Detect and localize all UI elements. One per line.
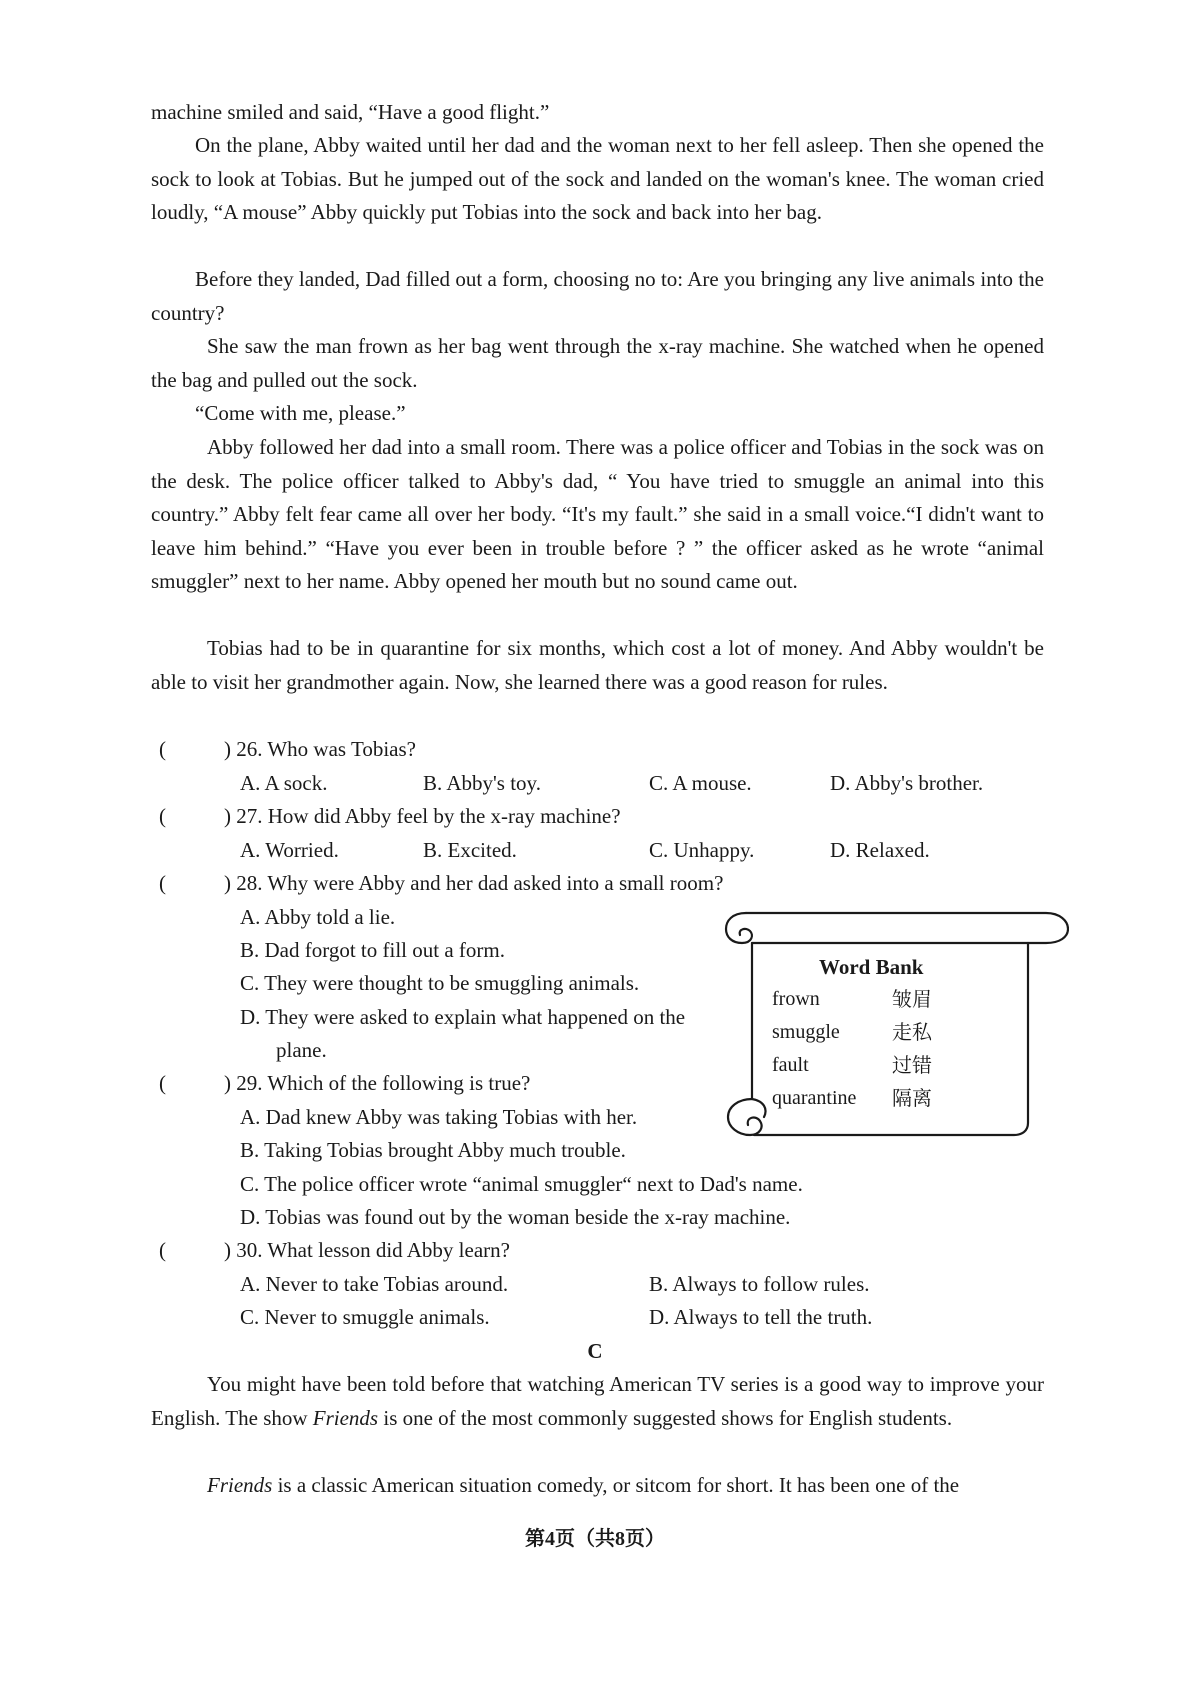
word-bank-translation: 过错 <box>892 1053 932 1077</box>
word-bank-word: frown <box>772 988 820 1010</box>
option-c: C. The police officer wrote “animal smuggler“ next to Dad's name. <box>240 1172 803 1196</box>
option-d-continued: plane. <box>276 1038 327 1062</box>
answer-blank-26[interactable]: ( <box>159 737 166 761</box>
answer-blank-30[interactable]: ( <box>159 1238 166 1262</box>
passage-paragraph-1: On the plane, Abby waited until her dad and the woman next to her fell asleep. Then she opened the sock to look at Tobias. But he jumped out of the sock and landed on the woman's knee. The woman cried loudly, “A mouse” Abby quickly put Tobias into the sock and back into her bag. <box>151 133 1044 224</box>
word-bank-translation: 皱眉 <box>892 987 932 1011</box>
option-d: D. Always to tell the truth. <box>649 1305 873 1329</box>
option-b: B. Taking Tobias brought Abby much trouble. <box>240 1138 626 1162</box>
passage-paragraph-6: Tobias had to be in quarantine for six months, which cost a lot of money. And Abby wouldn't be able to visit her grandmother again. Now, she learned there was a good reason for rules. <box>151 636 1044 694</box>
passage-paragraph-2: Before they landed, Dad filled out a form, choosing no to: Are you bringing any live animals into the country? <box>151 267 1044 325</box>
passage-paragraph-4: “Come with me, please.” <box>195 401 406 425</box>
option-d: D. They were asked to explain what happened on the <box>240 1005 686 1029</box>
option-a: A. Dad knew Abby was taking Tobias with her. <box>240 1105 638 1129</box>
passage-line-0: machine smiled and said, “Have a good flight.” <box>151 100 550 124</box>
word-bank-translation: 走私 <box>892 1020 932 1044</box>
text-run: is a classic American situation comedy, or sitcom for short. It has been one of the <box>272 1473 960 1497</box>
section-heading-c: C <box>587 1339 603 1363</box>
word-bank-scroll <box>724 911 1069 1141</box>
option-d: D. Abby's brother. <box>830 771 984 795</box>
option-d: D. Tobias was found out by the woman beside the x-ray machine. <box>240 1205 791 1229</box>
word-bank-word: fault <box>772 1054 809 1076</box>
option-c: C. They were thought to be smuggling animals. <box>240 971 640 995</box>
option-c: C. Unhappy. <box>649 838 755 862</box>
word-bank-title: Word Bank <box>819 955 924 979</box>
passage-paragraph-3: She saw the man frown as her bag went through the x-ray machine. She watched when he opened the bag and pulled out the sock. <box>151 334 1044 392</box>
question-stem: ) 30. What lesson did Abby learn? <box>224 1238 510 1262</box>
option-b: B. Abby's toy. <box>423 771 541 795</box>
word-bank-word: smuggle <box>772 1021 840 1043</box>
option-a: A. A sock. <box>240 771 328 795</box>
question-stem: ) 26. Who was Tobias? <box>224 737 416 761</box>
option-a: A. Abby told a lie. <box>240 905 396 929</box>
text-run: You might have been told before that watching American TV series is a good way to improve your English. The show <box>151 1372 1044 1430</box>
option-b: B. Always to follow rules. <box>649 1272 870 1296</box>
option-a: A. Worried. <box>240 838 339 862</box>
section-c-paragraph-2 <box>151 1469 1044 1503</box>
question-stem: ) 28. Why were Abby and her dad asked into a small room? <box>224 871 724 895</box>
page-number-footer: 第4页（共8页） <box>525 1528 665 1550</box>
question-stem: ) 27. How did Abby feel by the x-ray machine? <box>224 804 621 828</box>
option-b: B. Excited. <box>423 838 517 862</box>
option-b: B. Dad forgot to fill out a form. <box>240 938 505 962</box>
answer-blank-27[interactable]: ( <box>159 804 166 828</box>
text-run: is one of the most commonly suggested shows for English students. <box>378 1405 953 1430</box>
section-c-paragraph-1 <box>151 1368 1044 1435</box>
word-bank-translation: 隔离 <box>892 1086 932 1110</box>
answer-blank-29[interactable]: ( <box>159 1071 166 1095</box>
option-d: D. Relaxed. <box>830 838 930 862</box>
option-c: C. A mouse. <box>649 771 752 795</box>
question-stem: ) 29. Which of the following is true? <box>224 1071 531 1095</box>
show-title: Friends <box>207 1473 273 1497</box>
option-c: C. Never to smuggle animals. <box>240 1305 490 1329</box>
show-title: Friends <box>312 1405 379 1430</box>
passage-paragraph-5: Abby followed her dad into a small room. There was a police officer and Tobias in the sock was on the desk. The police officer talked to Abby's dad, “ You have tried to smuggle an animal into this country.” Abby felt fear came all over her body. “It's my fault.” she said in a small voice.“I didn't want to leave him behind.” “Have you ever been in trouble before ? ” the officer asked as he wrote “animal smuggler” next to her name. Abby opened her mouth but no sound came out. <box>151 435 1044 593</box>
option-a: A. Never to take Tobias around. <box>240 1272 509 1296</box>
answer-blank-28[interactable]: ( <box>159 871 166 895</box>
word-bank-word: quarantine <box>772 1087 857 1109</box>
